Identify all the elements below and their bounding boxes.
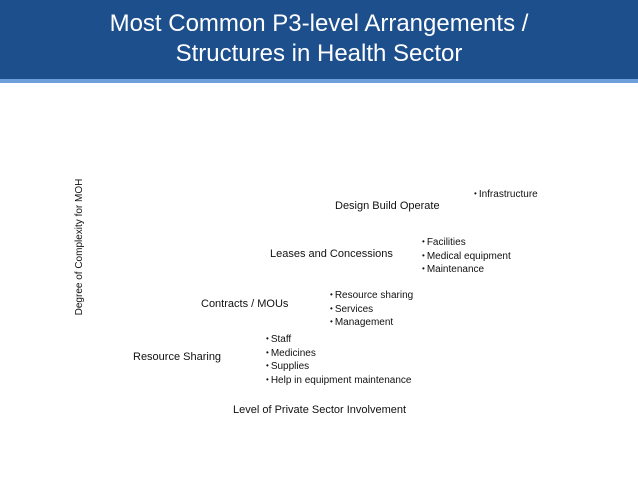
arrangement-label-resource-sharing: Resource Sharing bbox=[133, 351, 222, 363]
slide-title bbox=[0, 9, 638, 69]
arrangement-label-contracts-mous: Contracts / MOUs bbox=[201, 298, 289, 310]
y-axis-label: Degree of Complexity for MOH bbox=[74, 178, 85, 316]
arrangement-items-resource-sharing bbox=[266, 333, 411, 387]
arrangement-label-leases-concessions: Leases and Concessions bbox=[270, 248, 393, 260]
list-item: • Maintenance bbox=[422, 263, 511, 277]
arrangement-items-contracts-mous bbox=[330, 289, 413, 330]
list-item: • Help in equipment maintenance bbox=[266, 374, 411, 388]
list-item: • Infrastructure bbox=[474, 188, 538, 202]
list-item: • Staff bbox=[266, 333, 411, 347]
list-item: • Medicines bbox=[266, 347, 411, 361]
list-item: • Supplies bbox=[266, 360, 411, 374]
x-axis-label: Level of Private Sector Involvement bbox=[233, 404, 407, 416]
list-item: • Management bbox=[330, 316, 413, 330]
list-item: • Medical equipment bbox=[422, 250, 511, 264]
arrangement-label-design-build-operate: Design Build Operate bbox=[335, 200, 440, 212]
title-line-1: Most Common P3-level Arrangements / bbox=[109, 10, 529, 37]
arrangement-items-design-build-operate bbox=[474, 188, 538, 202]
list-item: • Facilities bbox=[422, 236, 511, 250]
arrangement-items-leases-concessions bbox=[422, 236, 511, 277]
list-item: • Resource sharing bbox=[330, 289, 413, 303]
list-item: • Services bbox=[330, 303, 413, 317]
title-banner bbox=[0, 0, 638, 83]
title-line-2: Structures in Health Sector bbox=[175, 40, 463, 67]
